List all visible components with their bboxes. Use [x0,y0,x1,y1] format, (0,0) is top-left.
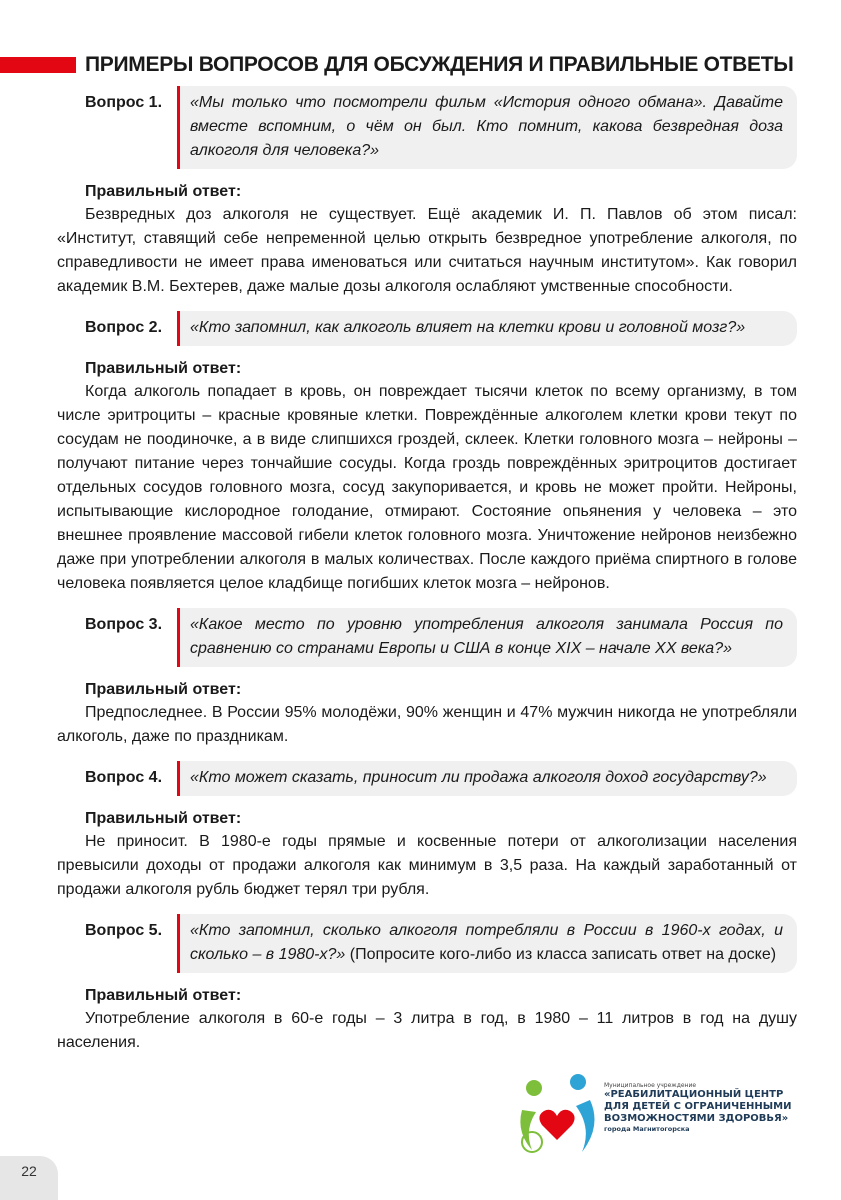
answer-title: Правильный ответ: [85,810,242,827]
answer-text: Безвредных доз алкоголя не существует. Ещё академик И. П. Павлов об этом писал: «Институт, ставящий себе непременной целью открыть безвредное употребление алкоголя, по справедливости не имеет права именоваться или считаться научным институтом». Как говорил академик В.М. Бехтерев, даже малые дозы алкоголя ослабляют умственные способности. [57,206,797,295]
qa-item-5 [57,914,797,1055]
logo-text [604,1082,809,1133]
answer-text: Когда алкоголь попадает в кровь, он повреждает тысячи клеток по всему организму, в том числе эритроциты – красные кровяные клетки. Повреждённые алкоголем клетки крови текут по сосудам не поодиночке, а в виде слипшихся гроздей, склеек. Клетки головного мозга – нейроны – получают питание через тончайшие сосуды. Когда гроздь повреждённых эритроцитов достигает отдельных сосудов головного мозга, сосуд закупоривается, и кровь не может пройти. Нейроны, испытывающие кислородное голодание, отмирают. Состояние опьянения у человека – это внешнее проявление массовой гибели клеток головного мозга. Уничтожение нейронов неизбежно даже при употреблении алкоголя в малых количествах. После каждого приёма спиртного в голове человека появляется целое кладбище погибших клеток мозга – нейронов. [57,383,797,592]
rehab-center-logo [512,1070,812,1160]
qa-item-3 [57,608,797,749]
question-row [57,311,797,346]
question-text: «Мы только что посмотрели фильм «История одного обмана». Давайте вместе вспомним, о чём он был. Кто помнит, какова безвредная доза алкоголя для человека?» [177,86,797,169]
answer-title: Правильный ответ: [85,681,242,698]
qa-list [57,86,797,1067]
question-label: Вопрос 2. [85,319,163,336]
qa-item-2 [57,311,797,596]
question-row [57,914,797,973]
answer-text: Не приносит. В 1980-е годы прямые и косвенные потери от алкоголизации населения превысили доходы от продажи алкоголя как минимум в 3,5 раза. На каждый заработанный от продажи алкоголя рубль бюджет терял три рубля. [57,833,797,898]
family-figures-icon [512,1070,602,1156]
question-label: Вопрос 1. [85,94,163,111]
page-title: ПРИМЕРЫ ВОПРОСОВ ДЛЯ ОБСУЖДЕНИЯ И ПРАВИЛЬНЫЕ ОТВЕТЫ [85,53,794,76]
question-text [177,914,797,973]
answer-text: Употребление алкоголя в 60-е годы – 3 литра в год, в 1980 – 11 литров в год на душу населения. [57,1010,797,1051]
logo-line-3: ВОЗМОЖНОСТЯМИ ЗДОРОВЬЯ» [604,1113,789,1124]
page-number: 22 [0,1156,58,1200]
teacher-note: (Попросите кого-либо из класса записать ответ на доске) [345,946,777,963]
question-row [57,761,797,796]
answer-title: Правильный ответ: [85,183,242,200]
title-accent-bar [0,57,76,73]
question-row [57,608,797,667]
logo-city: города Магнитогорска [604,1125,690,1133]
logo-line-1: «РЕАБИЛИТАЦИОННЫЙ ЦЕНТР [604,1089,784,1100]
question-label: Вопрос 3. [85,616,163,633]
answer-title: Правильный ответ: [85,360,242,377]
question-text: «Кто может сказать, приносит ли продажа алкоголя доход государству?» [177,761,797,796]
question-label: Вопрос 4. [85,769,163,786]
question-text: «Какое место по уровню употребления алкоголя занимала Россия по сравнению со странами Европы и США в конце XIX – начале XX века?» [177,608,797,667]
question-label: Вопрос 5. [85,922,163,939]
question-row [57,86,797,169]
logo-org-type: Муниципальное учреждение [604,1082,697,1089]
answer-text: Предпоследнее. В России 95% молодёжи, 90% женщин и 47% мужчин никогда не употребляли алкоголь, даже по праздникам. [57,704,797,745]
question-quote: «Кто запомнил, сколько алкоголя потребляли в России в 1960-х годах, и сколько – в 1980-х?» [190,922,783,963]
qa-item-1 [57,86,797,299]
qa-item-4 [57,761,797,902]
question-text: «Кто запомнил, как алкоголь влияет на клетки крови и головной мозг?» [177,311,797,346]
logo-line-2: ДЛЯ ДЕТЕЙ С ОГРАНИЧЕННЫМИ [604,1101,792,1112]
answer-title: Правильный ответ: [85,987,242,1004]
